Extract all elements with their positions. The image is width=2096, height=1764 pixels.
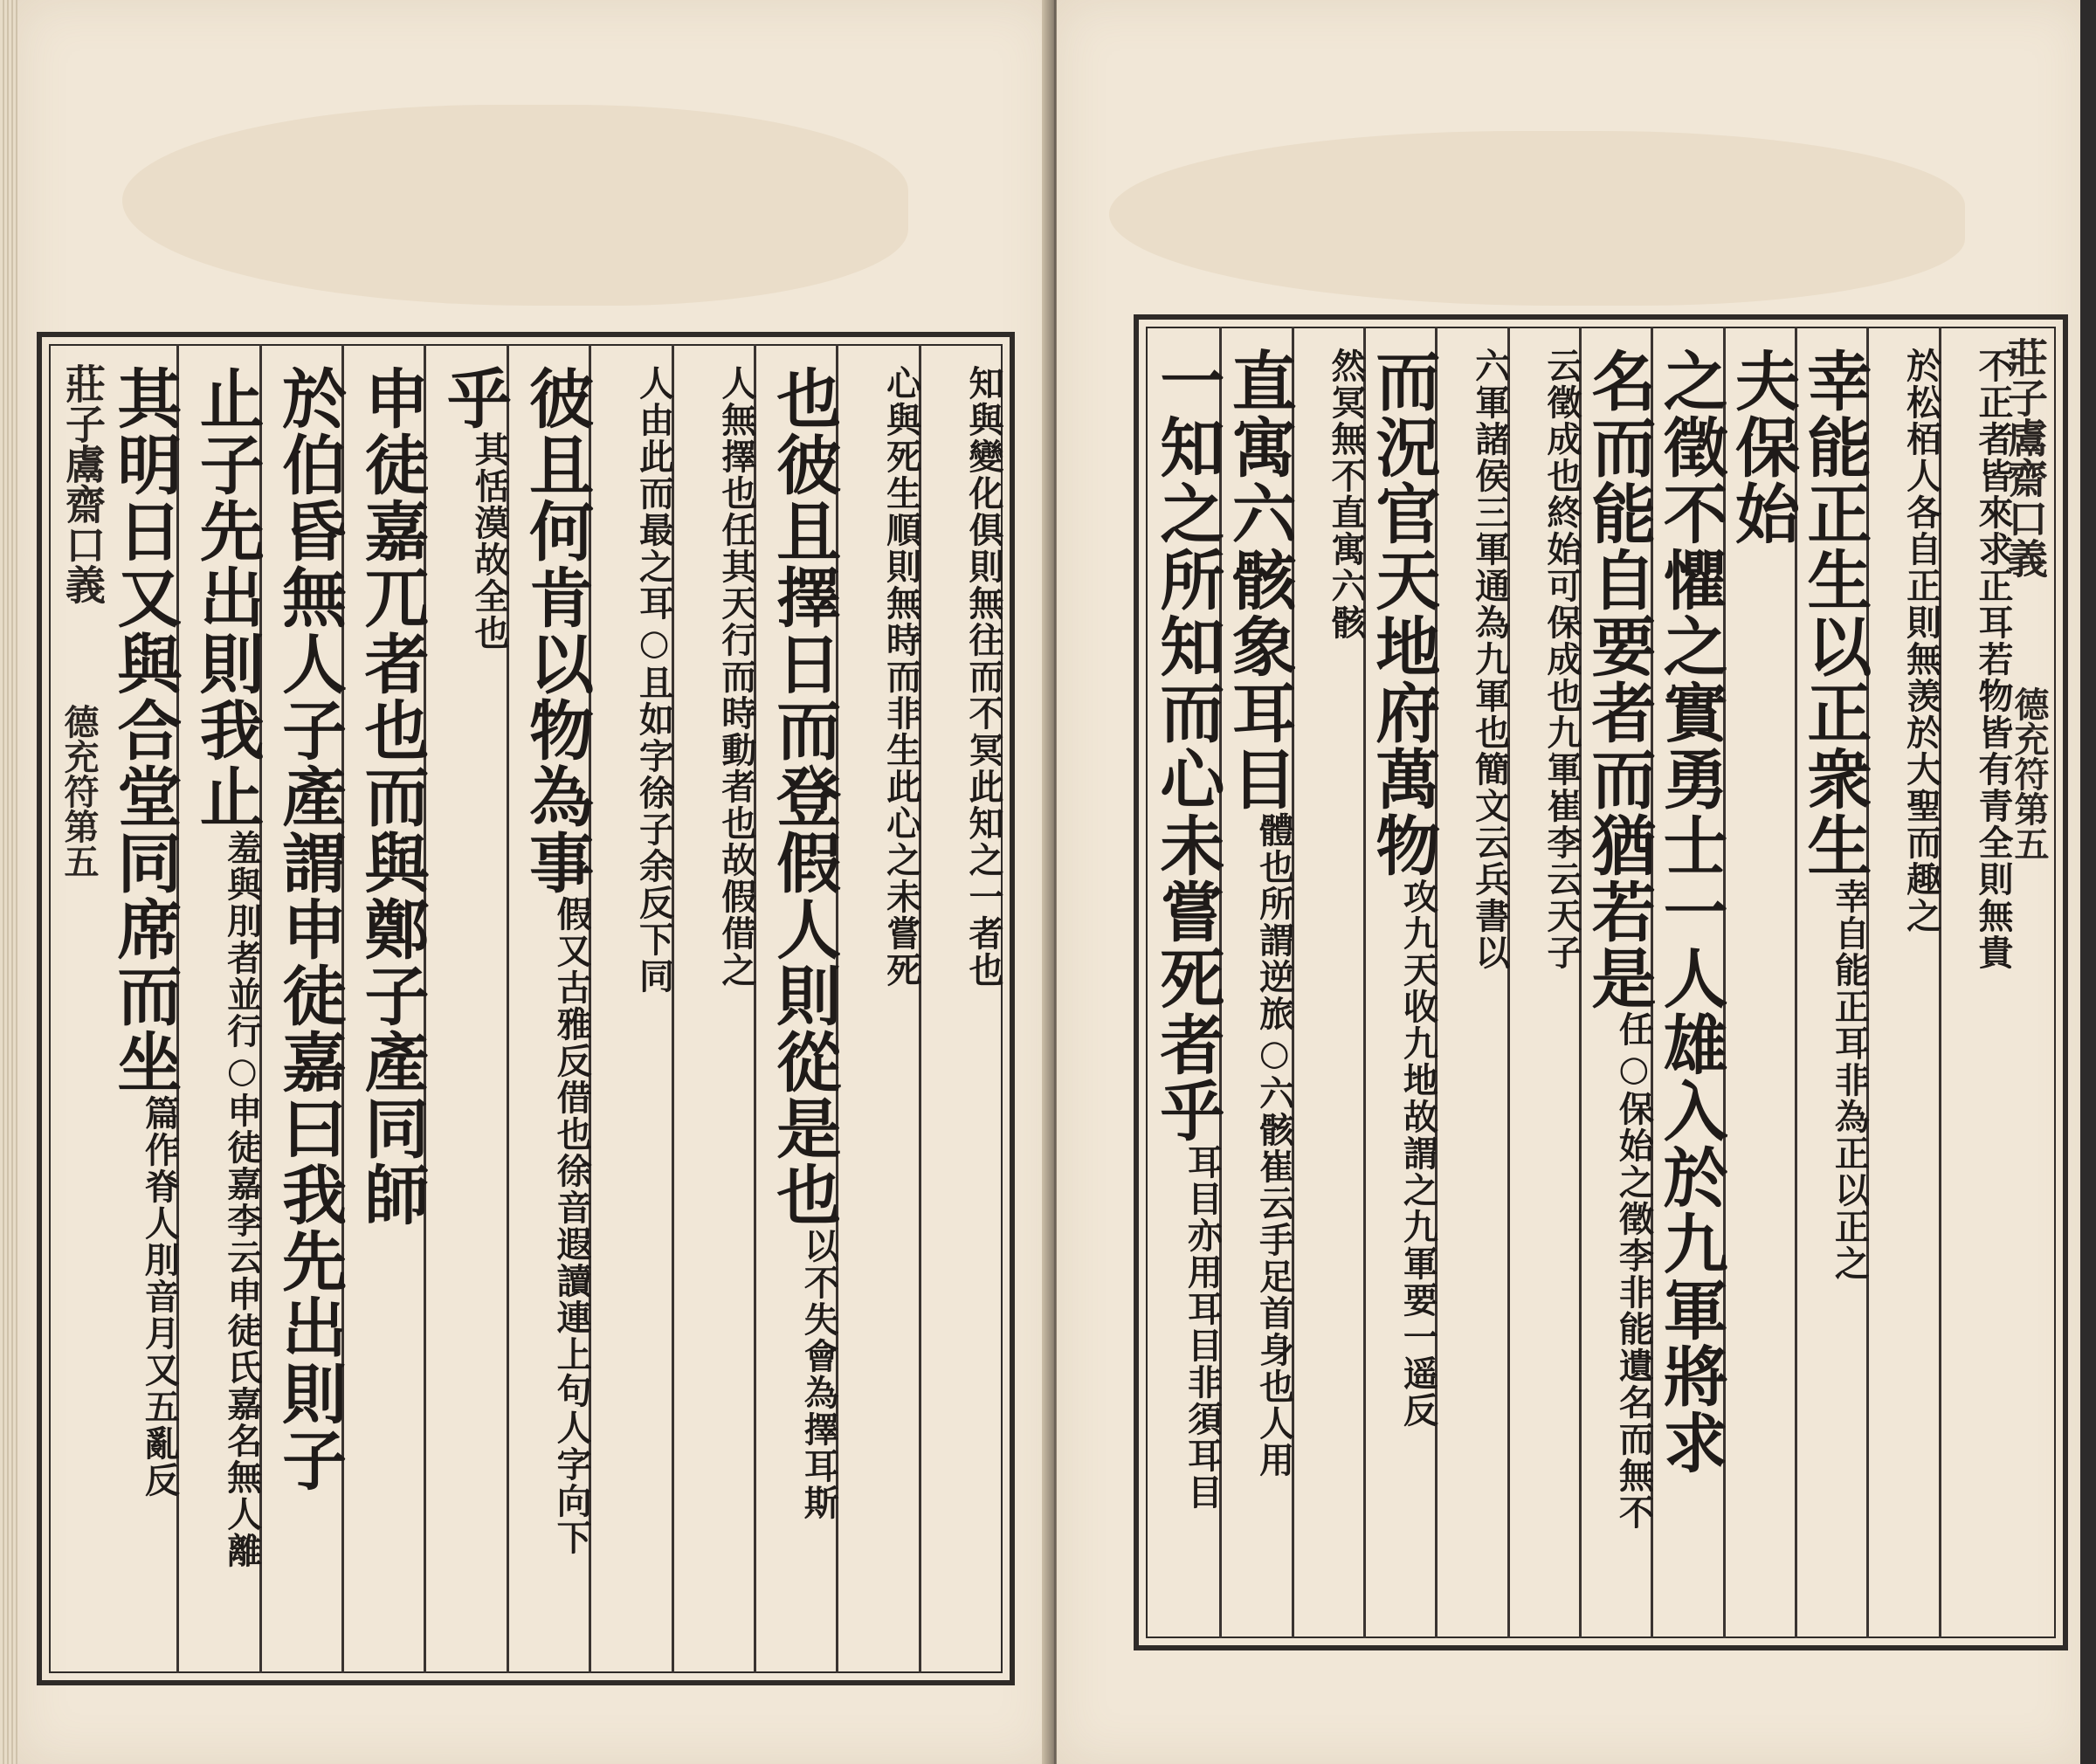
text-column <box>919 344 1004 1673</box>
text-column <box>507 344 595 1673</box>
main-text: 幸能正生以正衆生 <box>1796 348 1872 879</box>
right-page <box>1057 0 2087 1764</box>
commentary-text: 人無擇也任其天行而時動者也故假借之 <box>715 365 757 989</box>
main-text: 直寓六骸象耳目 <box>1221 348 1297 812</box>
commentary-text: 然冥無不直寓六骸 <box>1325 348 1367 641</box>
main-text: 名而能自要者而猶若是 <box>1581 348 1657 1011</box>
right-margin-chapter: 德充符第五 <box>2009 686 2050 861</box>
text-column <box>341 344 430 1673</box>
text-column <box>836 344 922 1673</box>
main-text: 夫保始 <box>1724 348 1800 547</box>
text-column <box>1866 327 1942 1638</box>
paper-stain <box>122 105 908 306</box>
text-column <box>589 344 675 1673</box>
right-margin-title: 莊子鬳齋口義 <box>2002 337 2049 578</box>
text-column <box>259 344 348 1673</box>
commentary-text: 耳目亦用耳目非須耳目 <box>1182 1144 1224 1511</box>
left-columns <box>94 344 1004 1673</box>
text-column <box>754 344 842 1673</box>
commentary-text: 羞與刖者並行○申徒嘉李云申徒氏嘉名無人離 <box>221 830 263 1569</box>
main-text: 也彼且擇日而登假人則從是也 <box>766 365 842 1228</box>
main-text: 而況官天地府萬物 <box>1365 348 1441 879</box>
commentary-text: 人由此而最之耳○且如字徐子余反下同 <box>633 365 675 995</box>
commentary-text: 篇作脊人刖音月又五亂反 <box>139 1095 181 1499</box>
right-columns <box>1148 327 2014 1638</box>
text-column <box>424 344 512 1673</box>
text-column <box>1363 327 1441 1638</box>
text-column <box>176 344 265 1673</box>
text-column <box>1148 327 1225 1638</box>
left-page <box>17 0 1052 1764</box>
text-column <box>1435 327 1511 1638</box>
text-column <box>1795 327 1872 1638</box>
right-text-frame <box>1134 314 2068 1650</box>
main-text: 止子先出則我止 <box>189 365 265 830</box>
main-text: 之徵不懼之實勇士一人雄入於九軍將求 <box>1652 348 1728 1476</box>
left-margin-title: 莊子鬳齋口義 <box>59 363 107 604</box>
left-text-frame <box>37 332 1015 1685</box>
commentary-text: 其恬漠故全也 <box>468 431 510 651</box>
main-text: 彼且何肯以物為事 <box>519 365 595 896</box>
text-column <box>1723 327 1800 1638</box>
main-text: 乎 <box>436 365 512 431</box>
commentary-text: 體也所謂逆旅○六骸崔云手足首身也人用 <box>1253 812 1295 1478</box>
main-text: 一知之所知而心未嘗死者乎 <box>1149 348 1225 1144</box>
commentary-text: 假又古雅反借也徐音遐讀連上句人字向下 <box>551 896 593 1556</box>
commentary-text: 於松栢人各自正則無羡於大聖而趣之 <box>1900 348 1942 934</box>
left-margin-chapter: 德充符第五 <box>59 704 100 879</box>
commentary-text: 幸自能正耳非為正以正之 <box>1829 879 1871 1282</box>
text-column <box>1651 327 1728 1638</box>
text-column <box>1579 327 1657 1638</box>
background-edge <box>2080 0 2096 1764</box>
commentary-text: 六軍諸侯三軍通為九軍也簡文云兵書以 <box>1469 348 1511 971</box>
commentary-text: 任○保始之徵李非能遺名而無不 <box>1613 1011 1655 1531</box>
commentary-text: 不正者皆來求正耳若物皆有青全則無貴 <box>1972 348 2014 971</box>
commentary-text: 以不失會為擇耳斯 <box>798 1228 840 1521</box>
text-column <box>1507 327 1582 1638</box>
commentary-text: 攻九天收九地故謂之九軍要一遥反 <box>1397 879 1439 1429</box>
main-text: 於伯昏無人子產謂申徒嘉曰我先出則子 <box>272 365 348 1493</box>
text-column <box>672 344 757 1673</box>
commentary-text: 心與死生順則無時而非生此心之未嘗死 <box>880 365 922 989</box>
main-text: 其明日又與合堂同席而坐 <box>107 365 183 1095</box>
commentary-text: 知與變化俱則無往而不冥此知之一者也 <box>962 365 1004 989</box>
commentary-text: 云徵成也終始可保成也九軍崔李云天子 <box>1541 348 1582 971</box>
paper-stain <box>1109 131 1965 306</box>
text-column <box>1292 327 1367 1638</box>
main-text: 申徒嘉兀者也而與鄭子產同師 <box>354 365 430 1228</box>
text-column <box>1219 327 1297 1638</box>
